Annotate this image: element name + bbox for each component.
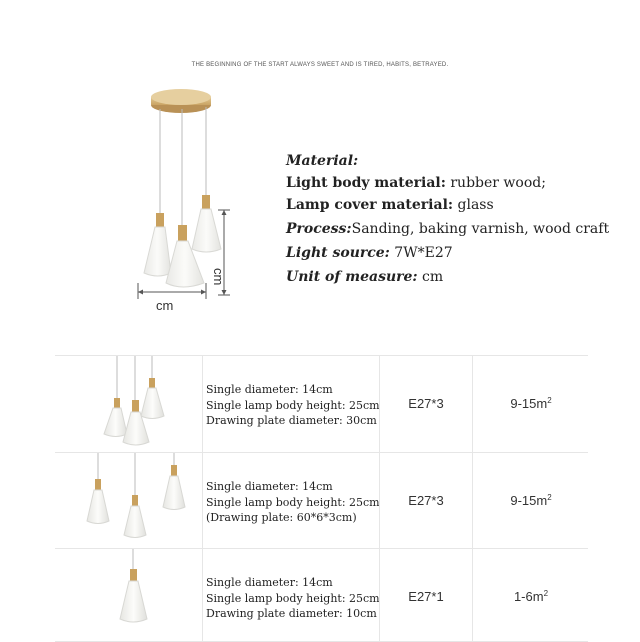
coverage-area <box>473 589 589 604</box>
coverage-area-value: 1-6m <box>513 589 544 604</box>
variant-description <box>206 479 380 526</box>
bulb-type: E27*3 <box>408 493 444 508</box>
lamp-height-text: Single lamp body height: 25cm <box>206 591 380 605</box>
process-value: Sanding, baking varnish, wood craft <box>351 221 610 237</box>
coverage-area-exponent: 2 <box>547 396 552 405</box>
cover-material-label: Lamp cover material: <box>286 197 454 213</box>
cover-material-value: glass <box>453 197 494 213</box>
table-row <box>55 453 588 549</box>
body-material-value: rubber wood; <box>445 175 546 191</box>
variant-image-single <box>55 549 201 641</box>
variant-table <box>55 355 588 642</box>
table-row <box>55 549 588 642</box>
single-diameter-text: Single diameter: 14cm <box>206 383 333 396</box>
single-diameter-text: Single diameter: 14cm <box>206 480 333 493</box>
variant-image-linear-3 <box>55 453 201 548</box>
width-dimension-label: cm <box>156 298 174 313</box>
plate-text: Drawing plate diameter: 10cm <box>206 607 377 620</box>
variant-image-round-3 <box>55 356 201 452</box>
unit-value: cm <box>417 269 444 285</box>
specifications <box>286 150 609 288</box>
unit-label: Unit of measure: <box>286 269 418 285</box>
light-source-value: 7W*E27 <box>389 245 453 261</box>
plate-text: (Drawing plate: 60*6*3cm) <box>206 511 357 524</box>
bulb-type: E27*3 <box>408 396 444 411</box>
single-diameter-text: Single diameter: 14cm <box>206 576 333 589</box>
tagline: THE BEGINNING OF THE START ALWAYS SWEET AND IS TIRED, HABITS, BETRAYED. <box>191 62 449 68</box>
coverage-area <box>473 396 589 411</box>
height-dimension-label: cm <box>211 268 226 286</box>
coverage-area <box>473 493 589 508</box>
plate-text: Drawing plate diameter: 30cm <box>206 414 377 427</box>
variant-description <box>206 382 380 429</box>
coverage-area-exponent: 2 <box>543 589 549 598</box>
process-label: Process: <box>286 221 352 237</box>
material-heading: Material: <box>286 153 359 169</box>
variant-description <box>206 575 380 622</box>
lamp-height-text: Single lamp body height: 25cm <box>206 398 380 412</box>
coverage-area-value: 9-15m <box>510 493 548 508</box>
hero-lamp-illustration <box>120 85 260 315</box>
coverage-area-exponent: 2 <box>547 493 552 502</box>
light-source-label: Light source: <box>286 245 390 261</box>
lamp-height-text: Single lamp body height: 25cm <box>206 495 380 509</box>
table-row <box>55 355 588 453</box>
coverage-area-value: 9-15m <box>510 396 548 411</box>
body-material-label: Light body material: <box>286 175 446 191</box>
bulb-type: E27*1 <box>408 589 444 604</box>
